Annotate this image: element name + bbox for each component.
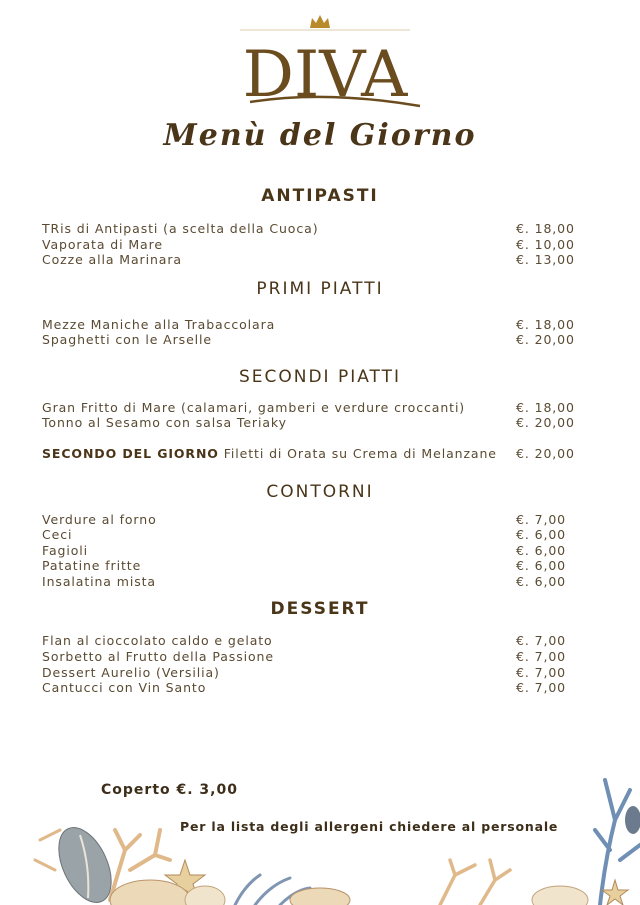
item-price: €. 7,00 [516, 649, 567, 664]
item-price: €. 13,00 [516, 252, 575, 267]
section-title-dessert: DESSERT [270, 599, 370, 619]
item-price: €. 7,00 [516, 633, 567, 648]
menu-item [42, 221, 575, 237]
diva-logo [220, 10, 430, 110]
menu-subtitle: Menù del Giorno [163, 118, 477, 153]
section-title-primi: PRIMI PIATTI [256, 279, 384, 299]
menu-item [42, 252, 575, 268]
item-price: €. 6,00 [516, 574, 567, 589]
item-price: €. 6,00 [516, 543, 567, 558]
item-name: Mezze Maniche alla Trabaccolara [42, 317, 276, 332]
menu-item [42, 649, 572, 665]
menu-item [42, 558, 572, 574]
special-label: SECONDO DEL GIORNO [42, 446, 219, 461]
section-title-secondi: SECONDI PIATTI [238, 367, 402, 387]
menu-item [42, 512, 572, 528]
menu-item [42, 527, 572, 543]
special-item [42, 446, 575, 462]
menu-item [42, 317, 575, 333]
coperto-text: Coperto €. 3,00 [101, 782, 238, 798]
item-name: Tonno al Sesamo con salsa Teriaky [42, 415, 287, 430]
item-price: €. 7,00 [516, 512, 567, 527]
item-name: Verdure al forno [42, 512, 157, 527]
item-name: Spaghetti con le Arselle [42, 332, 213, 347]
menu-item [42, 400, 575, 416]
item-price: €. 7,00 [516, 680, 567, 695]
special-price: €. 20,00 [516, 446, 575, 461]
item-price: €. 10,00 [516, 237, 575, 252]
item-name: Dessert Aurelio (Versilia) [42, 665, 220, 680]
menu-item [42, 633, 572, 649]
item-price: €. 7,00 [516, 665, 567, 680]
section-title-contorni: CONTORNI [266, 482, 374, 502]
item-name: Cozze alla Marinara [42, 252, 182, 267]
blue-coral-icon [595, 780, 640, 905]
menu-item [42, 237, 575, 253]
logo-text: DIVA [242, 38, 408, 110]
item-price: €. 18,00 [516, 317, 575, 332]
item-name: Insalatina mista [42, 574, 156, 589]
menu-item [42, 415, 575, 431]
item-name: Cantucci con Vin Santo [42, 680, 207, 695]
item-price: €. 20,00 [516, 332, 575, 347]
crown-icon [310, 15, 330, 28]
menu-item [42, 332, 575, 348]
menu-item [42, 574, 572, 590]
menu-item [42, 680, 572, 696]
menu-item [42, 665, 572, 681]
section-title-antipasti: ANTIPASTI [261, 186, 379, 206]
allergeni-note: Per la lista degli allergeni chiedere al personale [180, 819, 559, 834]
item-price: €. 6,00 [516, 527, 567, 542]
item-name: Flan al cioccolato caldo e gelato [42, 633, 273, 648]
item-name: TRis di Antipasti (a scelta della Cuoca) [42, 221, 319, 236]
item-price: €. 20,00 [516, 415, 575, 430]
item-name: Gran Fritto di Mare (calamari, gamberi e verdure croccanti) [42, 400, 466, 415]
item-name: Fagioli [42, 543, 89, 558]
item-name: Patatine fritte [42, 558, 142, 573]
item-name: Ceci [42, 527, 73, 542]
menu-item [42, 543, 572, 559]
item-price: €. 18,00 [516, 221, 575, 236]
item-price: €. 6,00 [516, 558, 567, 573]
item-name: Vaporata di Mare [42, 237, 163, 252]
item-name: Sorbetto al Frutto della Passione [42, 649, 274, 664]
special-name: Filetti di Orata su Crema di Melanzane [223, 446, 497, 461]
item-price: €. 18,00 [516, 400, 575, 415]
